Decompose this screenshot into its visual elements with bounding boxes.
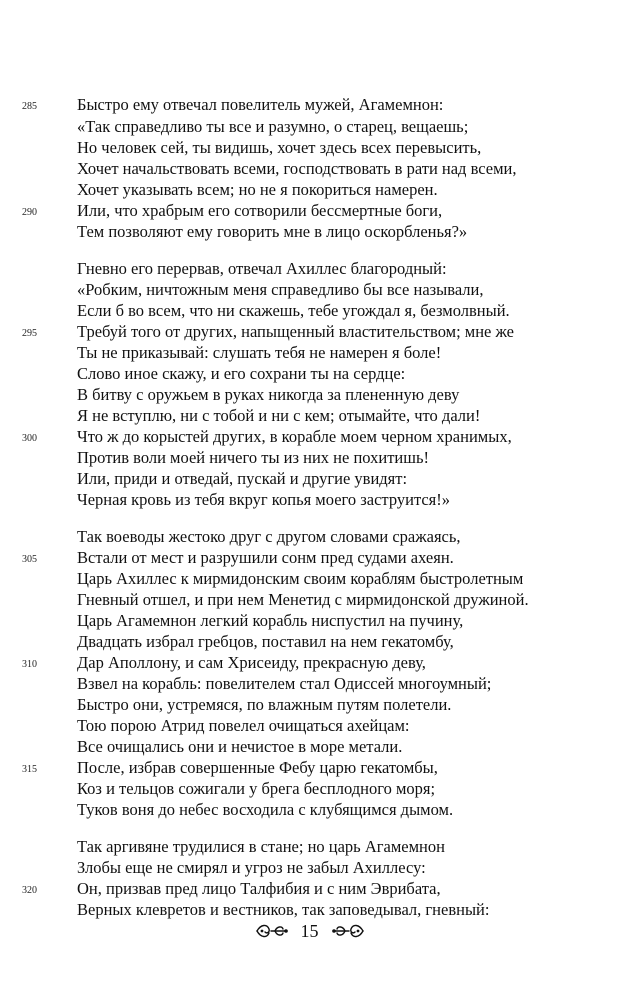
verse-line: Дар Аполлону, и сам Хрисеиду, прекрасную деву, (77, 653, 426, 672)
verse-line: Все очищались они и нечистое в море метали. (77, 737, 403, 756)
verse-line: Или, приди и отведай, пускай и другие увидят: (77, 469, 408, 488)
verse-line: Злобы еще не смирял и угроз не забыл Ахиллесу: (77, 858, 426, 877)
line-number-300: 300 (22, 433, 37, 444)
line-number-310: 310 (22, 659, 37, 670)
verse-line: Ты не приказывай: слушать тебя не намерен я боле! (77, 343, 442, 362)
verse-line: «Так справедливо ты все и разумно, о старец, вещаешь; (77, 117, 469, 136)
verse-line: Так воеводы жестоко друг с другом словами сражаясь, (77, 527, 461, 546)
verse-line: В битву с оружьем в руках никогда за плененную деву (77, 385, 460, 404)
line-number-305: 305 (22, 554, 37, 565)
verse-line: Что ж до корыстей других, в корабле моем черном хранимых, (77, 427, 512, 446)
verse-line: Слово иное скажу, и его сохрани ты на сердце: (77, 364, 406, 383)
verse-line: Против воли моей ничего ты из них не похитишь! (77, 448, 429, 467)
verse-line: Хочет указывать всем; но не я покориться намерен. (77, 180, 438, 199)
verse-line: Гневно его перервав, отвечал Ахиллес благородный: (77, 259, 447, 278)
line-number-320: 320 (22, 885, 37, 896)
verse-line: Черная кровь из тебя вкруг копья моего заструится!» (77, 490, 451, 509)
line-number-315: 315 (22, 764, 37, 775)
page-footer (0, 918, 619, 944)
verse-line: Царь Агамемнон легкий корабль ниспустил на пучину, (77, 611, 464, 630)
line-number-285: 285 (22, 101, 37, 112)
line-number-290: 290 (22, 207, 37, 218)
line-number-295: 295 (22, 328, 37, 339)
verse-line: Двадцать избрал гребцов, поставил на нем гекатомбу, (77, 632, 454, 651)
verse-line: Требуй того от других, напыщенный властительством; мне же (77, 322, 515, 341)
verse-line: Хочет начальствовать всеми, господствовать в рати над всеми, (77, 159, 517, 178)
verse-line: Царь Ахиллес к мирмидонским своим кораблям быстролетным (77, 569, 524, 588)
verse-line: Я не вступлю, ни с тобой и ни с кем; отымайте, что дали! (77, 406, 481, 425)
verse-line: После, избрав совершенные Фебу царю гекатомбы, (77, 758, 438, 777)
verse-line: Быстро ему отвечал повелитель мужей, Агамемнон: (77, 95, 444, 114)
verse-line: Верных клевретов и вестников, так заповедывал, гневный: (77, 900, 490, 919)
verse-line: Он, призвав пред лицо Талфибия и с ним Эврибата, (77, 879, 441, 898)
verse-line: Взвел на корабль: повелителем стал Одиссей многоумный; (77, 674, 492, 693)
verse-line: Если б во всем, что ни скажешь, тебе угождал я, безмолвный. (77, 301, 510, 320)
verse-line: Так аргивяне трудилися в стане; но царь Агамемнон (77, 837, 445, 856)
verse-line: Или, что храбрым его сотворили бессмертные боги, (77, 201, 443, 220)
page-number: 15 (300, 921, 319, 941)
ornament-right-icon (331, 922, 365, 940)
ornament-left-icon (255, 922, 289, 940)
verse-line: Коз и тельцов сожигали у брега бесплодного моря; (77, 779, 436, 798)
verse-line: Гневный отшел, и при нем Менетид с мирмидонской дружиной. (77, 590, 529, 609)
verse-line: Быстро они, устремяся, по влажным путям полетели. (77, 695, 452, 714)
verse-line: Тою порою Атрид повелел очищаться ахейцам: (77, 716, 410, 735)
verse-line: Туков воня до небес восходила с клубящимся дымом. (77, 800, 454, 819)
verse-line: Тем позволяют ему говорить мне в лицо оскорбленья?» (77, 222, 468, 241)
verse-line: «Робким, ничтожным меня справедливо бы все называли, (77, 280, 484, 299)
verse-line: Но человек сей, ты видишь, хочет здесь всех перевысить, (77, 138, 482, 157)
verse-line: Встали от мест и разрушили сонм пред судами ахеян. (77, 548, 454, 567)
